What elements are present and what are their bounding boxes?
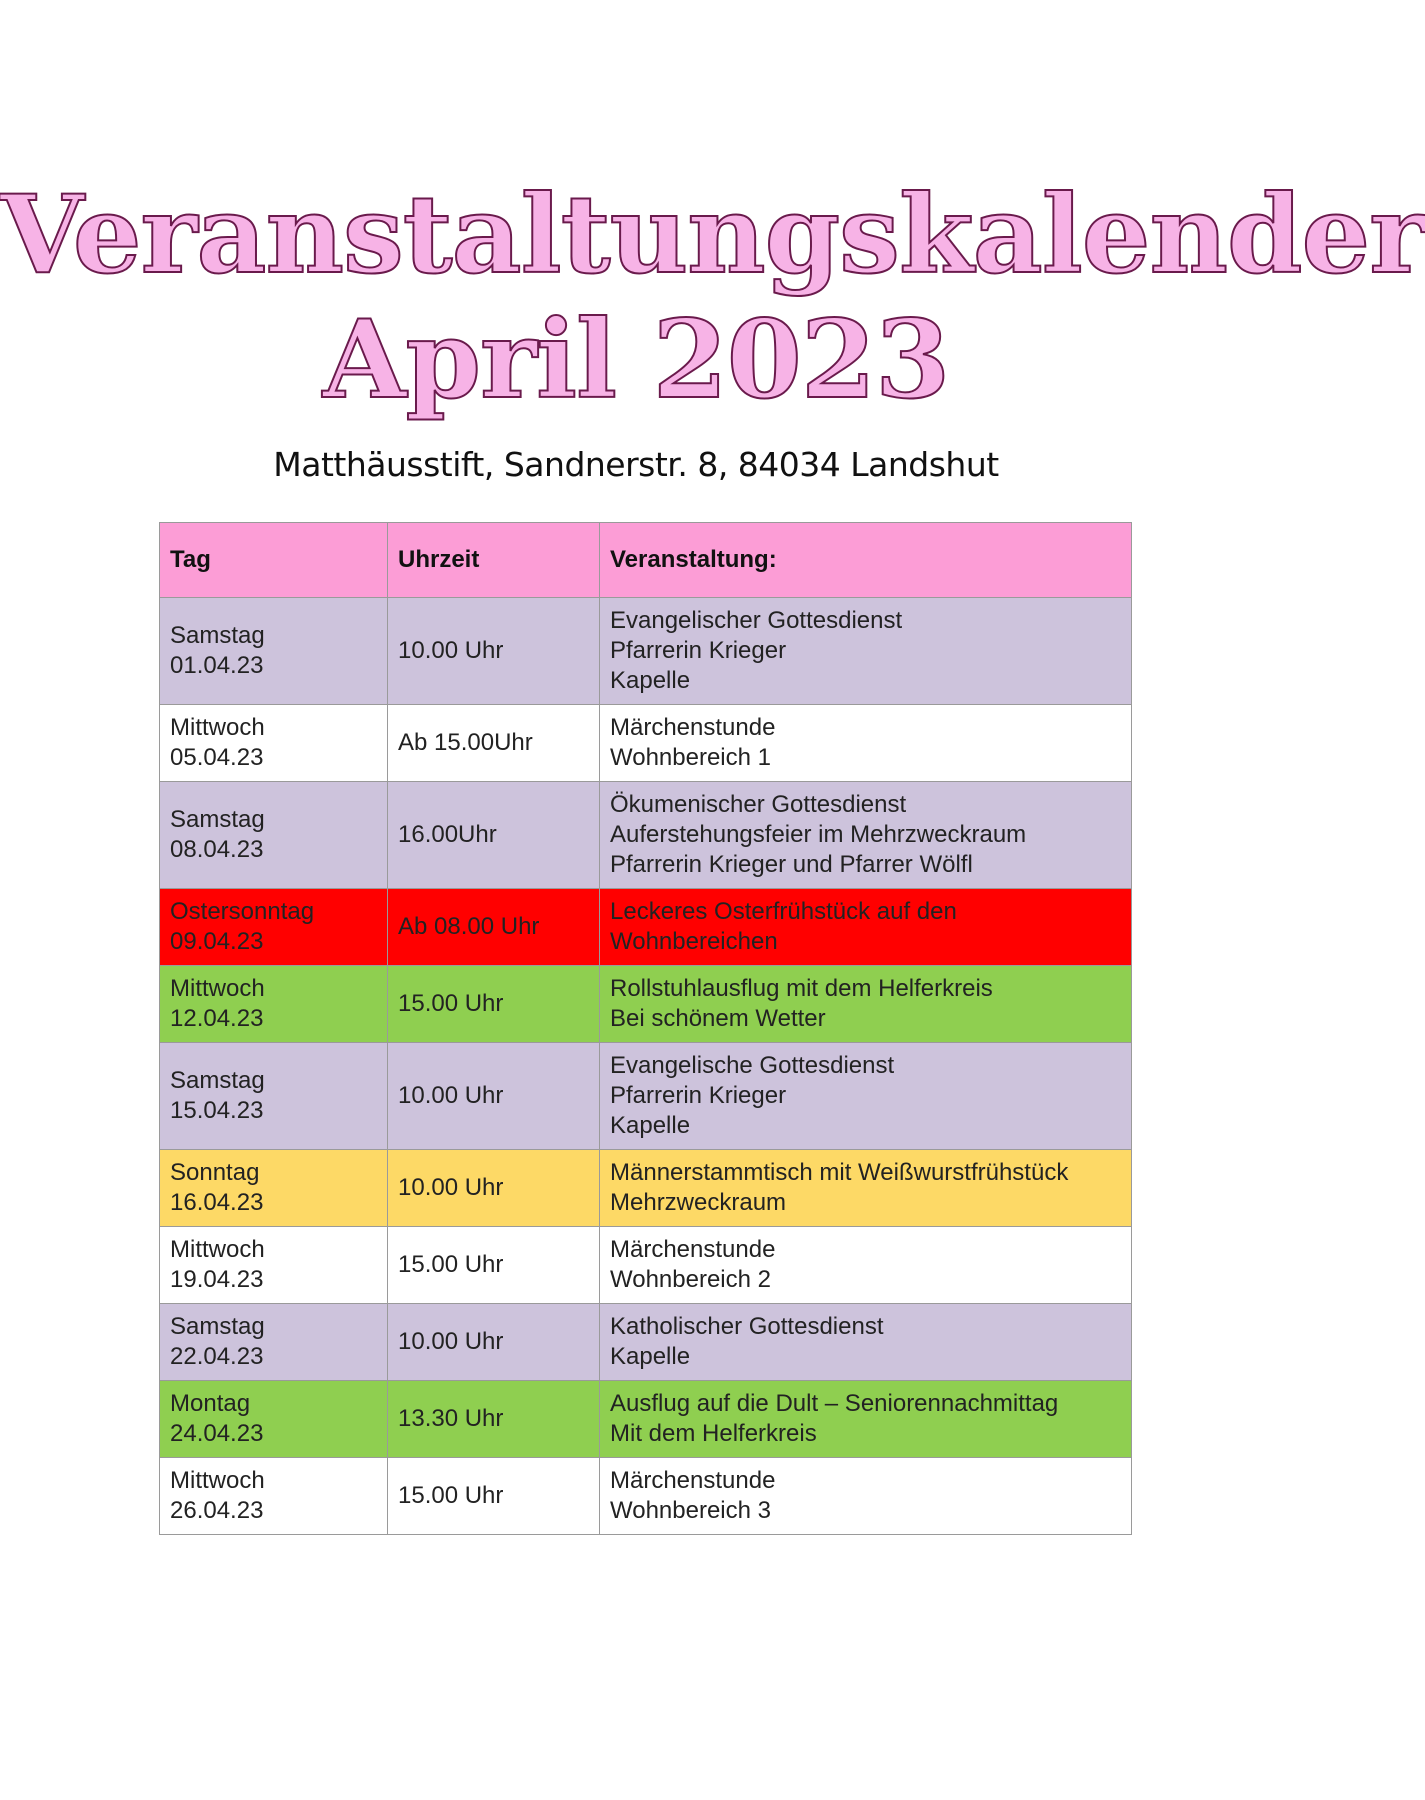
date: 01.04.23 — [170, 652, 264, 679]
event-line: Wohnbereich 3 — [610, 1497, 771, 1524]
event-line: Evangelischer Gottesdienst — [610, 607, 903, 634]
event-calendar-table — [159, 522, 1132, 1535]
time-cell: 10.00 Uhr — [388, 1150, 600, 1227]
date: 24.04.23 — [170, 1420, 264, 1447]
day-cell — [160, 782, 388, 889]
event-line: Pfarrerin Krieger — [610, 637, 787, 664]
event-line: Leckeres Osterfrühstück auf den — [610, 898, 957, 925]
event-cell — [600, 1043, 1132, 1150]
time-cell: Ab 15.00Uhr — [388, 705, 600, 782]
event-line: Kapelle — [610, 1112, 691, 1139]
weekday: Samstag — [170, 1313, 265, 1340]
event-line: Pfarrerin Krieger — [610, 1082, 787, 1109]
weekday: Mittwoch — [170, 1236, 265, 1263]
event-cell — [600, 1150, 1132, 1227]
event-cell — [600, 1304, 1132, 1381]
time-cell: 10.00 Uhr — [388, 598, 600, 705]
day-cell — [160, 1458, 388, 1535]
day-cell — [160, 1043, 388, 1150]
table-row — [160, 1150, 1132, 1227]
event-line: Kapelle — [610, 1343, 691, 1370]
weekday: Ostersonntag — [170, 898, 315, 925]
table-row — [160, 1043, 1132, 1150]
event-line: Märchenstunde — [610, 1467, 776, 1494]
event-cell — [600, 1227, 1132, 1304]
weekday: Mittwoch — [170, 975, 265, 1002]
weekday: Samstag — [170, 622, 265, 649]
time-cell: 15.00 Uhr — [388, 1227, 600, 1304]
page-title: Veranstaltungskalender — [0, 172, 1425, 298]
day-cell — [160, 889, 388, 966]
table-row — [160, 705, 1132, 782]
event-line: Mit dem Helferkreis — [610, 1420, 817, 1447]
header-day: Tag — [160, 523, 388, 598]
event-line: Mehrzweckraum — [610, 1189, 787, 1216]
time-cell: 10.00 Uhr — [388, 1304, 600, 1381]
table-row — [160, 1381, 1132, 1458]
weekday: Sonntag — [170, 1159, 260, 1186]
date: 12.04.23 — [170, 1005, 264, 1032]
header-time: Uhrzeit — [388, 523, 600, 598]
event-line: Wohnbereich 1 — [610, 744, 771, 771]
day-cell — [160, 1227, 388, 1304]
event-line: Rollstuhlausflug mit dem Helferkreis — [610, 975, 993, 1002]
time-cell: 16.00Uhr — [388, 782, 600, 889]
table-row — [160, 598, 1132, 705]
day-cell — [160, 1150, 388, 1227]
event-cell — [600, 705, 1132, 782]
date: 05.04.23 — [170, 744, 264, 771]
weekday: Samstag — [170, 1067, 265, 1094]
table-row — [160, 782, 1132, 889]
time-cell: 15.00 Uhr — [388, 966, 600, 1043]
event-cell — [600, 598, 1132, 705]
time-cell: 13.30 Uhr — [388, 1381, 600, 1458]
event-cell — [600, 1458, 1132, 1535]
event-line: Märchenstunde — [610, 714, 776, 741]
table-row — [160, 966, 1132, 1043]
event-line: Pfarrerin Krieger und Pfarrer Wölfl — [610, 851, 973, 878]
event-cell — [600, 966, 1132, 1043]
day-cell — [160, 966, 388, 1043]
event-line: Ausflug auf die Dult – Seniorennachmittag — [610, 1390, 1059, 1417]
event-line: Wohnbereich 2 — [610, 1266, 771, 1293]
date: 26.04.23 — [170, 1497, 264, 1524]
event-line: Märchenstunde — [610, 1236, 776, 1263]
event-line: Katholischer Gottesdienst — [610, 1313, 884, 1340]
table-row — [160, 1227, 1132, 1304]
event-line: Wohnbereichen — [610, 928, 778, 955]
event-cell — [600, 889, 1132, 966]
day-cell — [160, 1381, 388, 1458]
date: 22.04.23 — [170, 1343, 264, 1370]
event-line: Männerstammtisch mit Weißwurstfrühstück — [610, 1159, 1069, 1186]
header-event: Veranstaltung: — [600, 523, 1132, 598]
day-cell — [160, 705, 388, 782]
day-cell — [160, 598, 388, 705]
time-cell: 10.00 Uhr — [388, 1043, 600, 1150]
event-cell — [600, 782, 1132, 889]
table-header-row — [160, 523, 1132, 598]
event-cell — [600, 1381, 1132, 1458]
event-line: Bei schönem Wetter — [610, 1005, 826, 1032]
day-cell — [160, 1304, 388, 1381]
table-row — [160, 889, 1132, 966]
date: 09.04.23 — [170, 928, 264, 955]
location-address: Matthäusstift, Sandnerstr. 8, 84034 Landshut — [273, 445, 999, 484]
date: 15.04.23 — [170, 1097, 264, 1124]
table-row — [160, 1458, 1132, 1535]
weekday: Mittwoch — [170, 1467, 265, 1494]
event-line: Ökumenischer Gottesdienst — [610, 791, 907, 818]
time-cell: 15.00 Uhr — [388, 1458, 600, 1535]
event-line: Auferstehungsfeier im Mehrzweckraum — [610, 821, 1027, 848]
weekday: Samstag — [170, 806, 265, 833]
weekday: Mittwoch — [170, 714, 265, 741]
date: 19.04.23 — [170, 1266, 264, 1293]
date: 08.04.23 — [170, 836, 264, 863]
event-line: Kapelle — [610, 667, 691, 694]
table-row — [160, 1304, 1132, 1381]
date: 16.04.23 — [170, 1189, 264, 1216]
time-cell: Ab 08.00 Uhr — [388, 889, 600, 966]
page-title-month: April 2023 — [322, 297, 950, 423]
weekday: Montag — [170, 1390, 251, 1417]
event-line: Evangelische Gottesdienst — [610, 1052, 895, 1079]
